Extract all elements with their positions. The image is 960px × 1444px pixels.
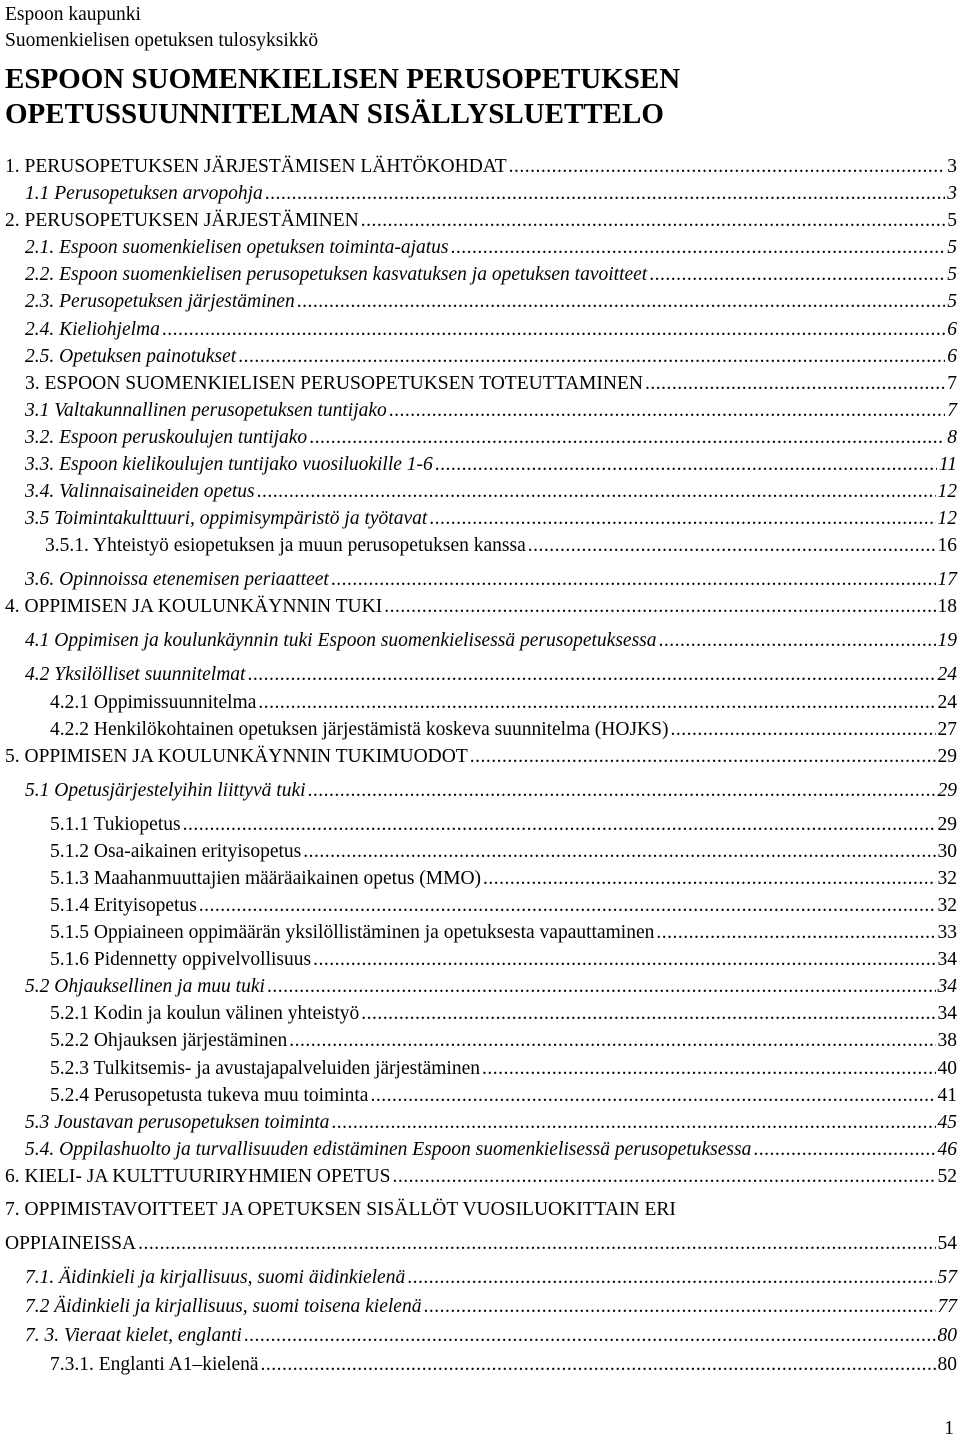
toc-entry-label: 5.2.4 Perusopetusta tukeva muu toiminta (50, 1084, 369, 1106)
toc-entry (5, 373, 957, 400)
toc-entry-page: 3 (947, 183, 957, 205)
toc-entry-page: 12 (937, 508, 957, 530)
toc-leader-dots (423, 1296, 935, 1318)
toc-entry (5, 780, 957, 814)
toc-entry-label: 4. OPPIMISEN JA KOULUNKÄYNNIN TUKI (5, 596, 383, 618)
toc-entry-label: 2.5. Opetuksen painotukset (25, 345, 237, 367)
toc-leader-dots (429, 508, 935, 530)
toc-leader-dots (384, 596, 935, 618)
toc-entry-label: 4.2.1 Oppimissuunnitelma (50, 691, 257, 713)
toc-leader-dots (199, 895, 936, 917)
toc-entry-label: 5.1.4 Erityisopetus (50, 894, 197, 916)
toc-leader-dots (247, 664, 935, 686)
toc-entry-page: 57 (937, 1267, 957, 1288)
toc-entry-page: 34 (937, 1003, 957, 1025)
toc-entry-label: 4.2.2 Henkilökohtainen opetuksen järjestämistä koskeva suunnitelma (HOJKS) (50, 718, 669, 740)
toc-entry (5, 922, 957, 949)
toc-leader-dots (392, 1166, 935, 1188)
toc-entry (5, 1325, 957, 1354)
toc-leader-dots (183, 814, 936, 836)
toc-entry-label: 5.2.1 Kodin ja koulun välinen yhteistyö (50, 1003, 360, 1025)
toc-leader-dots (470, 746, 936, 768)
toc-entry-page: 30 (937, 840, 957, 862)
toc-entry (5, 1030, 957, 1057)
toc-entry (5, 1058, 957, 1085)
toc-entry-label: 3.2. Espoon peruskoulujen tuntijako (25, 426, 308, 448)
toc-entry-page: 41 (937, 1084, 957, 1106)
toc-entry (5, 1233, 957, 1267)
title-line-2: OPETUSSUUNNITELMAN SISÄLLYSLUETTELO (5, 98, 664, 130)
toc-entry-label: 7.3.1. Englanti A1–kielenä (50, 1354, 259, 1375)
toc-leader-dots (509, 156, 946, 178)
toc-entry-page: 7 (947, 372, 957, 394)
toc-entry (5, 264, 957, 291)
toc-entry-label: 3.4. Valinnaisaineiden opetus (25, 481, 255, 503)
toc-entry (5, 664, 957, 691)
toc-leader-dots (659, 630, 936, 652)
toc-leader-dots (331, 569, 936, 591)
toc-entry (5, 1267, 957, 1296)
toc-leader-dots (138, 1233, 935, 1255)
toc-entry-page: 12 (937, 481, 957, 503)
toc-entry-label: 2.4. Kieliohjelma (25, 318, 160, 340)
toc-leader-dots (370, 1085, 935, 1107)
toc-entry (5, 569, 957, 596)
toc-leader-dots (407, 1267, 935, 1289)
toc-entry-page: 3 (947, 156, 957, 177)
toc-leader-dots (389, 400, 945, 422)
toc-entry (5, 1296, 957, 1325)
toc-entry-label: 2.3. Perusopetuksen järjestäminen (25, 291, 295, 313)
toc-entry-page: 8 (947, 426, 957, 448)
toc-entry-label: 7.2 Äidinkieli ja kirjallisuus, suomi toisena kielenä (25, 1296, 422, 1317)
table-of-contents (5, 156, 957, 1383)
toc-entry-label: 5.4. Oppilashuolto ja turvallisuuden edistäminen Espoon suomenkielisessä perusopetuksessa (25, 1138, 752, 1160)
title-line-1: ESPOON SUOMENKIELISEN PERUSOPETUKSEN (5, 63, 681, 95)
toc-entry (5, 1112, 957, 1139)
toc-leader-dots (656, 922, 935, 944)
toc-entry (5, 400, 957, 427)
toc-entry (5, 746, 957, 780)
toc-entry-page: 11 (938, 454, 957, 476)
toc-entry (5, 454, 957, 481)
toc-entry (5, 976, 957, 1003)
toc-leader-dots (361, 210, 946, 232)
toc-entry-label: 5.2 Ohjauksellinen ja muu tuki (25, 976, 265, 998)
unit-name: Suomenkielisen opetuksen tulosyksikkö (5, 30, 319, 51)
toc-entry-label: 4.1 Oppimisen ja koulunkäynnin tuki Espoon suomenkielisessä perusopetuksessa (25, 630, 657, 652)
toc-entry (5, 427, 957, 454)
toc-entry (5, 630, 957, 664)
toc-entry (5, 841, 957, 868)
toc-leader-dots (482, 1058, 935, 1080)
toc-entry-page: 17 (937, 569, 957, 591)
toc-entry-label: 2.1. Espoon suomenkielisen opetuksen toiminta-ajatus (25, 237, 449, 259)
toc-entry (5, 719, 957, 746)
toc-entry (5, 949, 957, 976)
toc-entry (5, 1003, 957, 1030)
toc-entry-label: 2. PERUSOPETUKSEN JÄRJESTÄMINEN (5, 210, 359, 232)
toc-entry-page: 24 (937, 691, 957, 713)
toc-leader-dots (303, 841, 935, 863)
toc-entry-page: 54 (937, 1233, 957, 1254)
toc-leader-dots (331, 1112, 935, 1134)
toc-leader-dots (257, 481, 936, 503)
toc-entry (5, 183, 957, 210)
toc-entry (5, 895, 957, 922)
toc-leader-dots (528, 535, 936, 557)
toc-entry (5, 237, 957, 264)
toc-entry-label: 5.1 Opetusjärjestelyihin liittyvä tuki (25, 779, 306, 801)
toc-entry-page: 5 (947, 291, 957, 313)
page-number: 1 (944, 1418, 954, 1439)
toc-entry (5, 481, 957, 508)
toc-entry-label: 1.1 Perusopetuksen arvopohja (25, 183, 263, 205)
toc-entry-page: 5 (947, 264, 957, 286)
toc-entry-page: 18 (937, 596, 957, 618)
toc-entry (5, 346, 957, 373)
toc-leader-dots (649, 264, 945, 286)
toc-entry-label: OPPIAINEISSA (5, 1233, 137, 1254)
toc-entry-page: 29 (937, 813, 957, 835)
toc-entry (5, 1354, 957, 1383)
toc-entry-page: 5 (947, 210, 957, 232)
toc-entry-label: 3. ESPOON SUOMENKIELISEN PERUSOPETUKSEN TOTEUTTAMINEN (25, 372, 643, 394)
toc-entry-label: 4.2 Yksilölliset suunnitelmat (25, 664, 246, 686)
toc-entry-label: 7.1. Äidinkieli ja kirjallisuus, suomi äidinkielenä (25, 1267, 406, 1288)
toc-entry-page: 6 (947, 318, 957, 340)
document-header (5, 2, 318, 54)
toc-entry-label: 5.2.3 Tulkitsemis- ja avustajapalveluiden järjestäminen (50, 1057, 481, 1079)
toc-entry-page: 24 (937, 664, 957, 686)
toc-entry-page: 77 (937, 1296, 957, 1317)
toc-entry-page: 40 (937, 1057, 957, 1079)
toc-entry-page: 38 (937, 1030, 957, 1052)
toc-entry-page: 46 (937, 1138, 957, 1160)
toc-entry-label: 5.2.2 Ohjauksen järjestäminen (50, 1030, 288, 1052)
toc-leader-dots (261, 1354, 936, 1376)
toc-entry (5, 210, 957, 237)
toc-entry-page: 16 (937, 535, 957, 557)
toc-leader-dots (297, 291, 946, 313)
toc-entry-label: 3.1 Valtakunnallinen perusopetuksen tuntijako (25, 399, 387, 421)
toc-entry (5, 692, 957, 719)
toc-entry-label: 5.3 Joustavan perusopetuksen toiminta (25, 1111, 330, 1133)
toc-entry-page: 7 (947, 399, 957, 421)
toc-entry-label: 3.6. Opinnoissa etenemisen periaatteet (25, 569, 329, 591)
toc-entry-label: 3.3. Espoon kielikoulujen tuntijako vuosiluokille 1-6 (25, 454, 433, 476)
toc-entry-label: 5.1.3 Maahanmuuttajien määräaikainen opetus (MMO) (50, 867, 482, 889)
toc-leader-dots (267, 976, 936, 998)
toc-leader-dots (244, 1325, 936, 1347)
toc-leader-dots (313, 949, 935, 971)
toc-leader-dots (483, 868, 935, 890)
toc-entry-label: 7. 3. Vieraat kielet, englanti (25, 1325, 242, 1346)
toc-entry-line-1: 7. OPPIMISTAVOITTEET JA OPETUKSEN SISÄLLÖT VUOSILUOKITTAIN ERI (5, 1199, 676, 1220)
toc-entry-page: 52 (937, 1165, 957, 1187)
toc-entry (5, 1085, 957, 1112)
toc-entry-label: 5.1.2 Osa-aikainen erityisopetus (50, 840, 302, 862)
toc-leader-dots (670, 719, 935, 741)
toc-leader-dots (265, 183, 945, 205)
toc-entry-page: 5 (947, 237, 957, 259)
toc-leader-dots (238, 346, 945, 368)
toc-entry (5, 814, 957, 841)
toc-entry-label: 1. PERUSOPETUKSEN JÄRJESTÄMISEN LÄHTÖKOHDAT (5, 156, 507, 177)
toc-entry (5, 319, 957, 346)
toc-entry-label: 2.2. Espoon suomenkielisen perusopetuksen kasvatuksen ja opetuksen tavoitteet (25, 264, 648, 286)
toc-entry (5, 1139, 957, 1166)
toc-entry-page: 32 (937, 867, 957, 889)
toc-entry-label: 6. KIELI- JA KULTTUURIRYHMIEN OPETUS (5, 1165, 391, 1187)
toc-leader-dots (289, 1030, 935, 1052)
toc-entry-label: 5.1.1 Tukiopetus (50, 813, 181, 835)
toc-entry (5, 156, 957, 183)
toc-leader-dots (645, 373, 945, 395)
toc-entry-page: 45 (937, 1111, 957, 1133)
toc-leader-dots (451, 237, 946, 259)
toc-entry-label: 5.1.5 Oppiaineen oppimäärän yksilöllistäminen ja opetuksesta vapauttaminen (50, 922, 655, 944)
toc-entry (5, 596, 957, 630)
toc-entry-page: 19 (937, 630, 957, 652)
toc-entry (5, 508, 957, 535)
toc-entry-page: 32 (937, 894, 957, 916)
toc-entry-page: 80 (937, 1354, 957, 1375)
toc-entry (5, 868, 957, 895)
toc-entry (5, 1166, 957, 1193)
toc-leader-dots (308, 780, 936, 802)
toc-entry (5, 291, 957, 318)
toc-entry-page: 27 (937, 718, 957, 740)
toc-leader-dots (258, 692, 935, 714)
toc-leader-dots (162, 319, 945, 341)
toc-leader-dots (435, 454, 937, 476)
toc-entry-label: 3.5 Toimintakulttuuri, oppimisympäristö ja työtavat (25, 508, 428, 530)
toc-entry-page: 34 (937, 949, 957, 971)
toc-entry-label: 5.1.6 Pidennetty oppivelvollisuus (50, 949, 312, 971)
toc-entry-label: 3.5.1. Yhteistyö esiopetuksen ja muun perusopetuksen kanssa (45, 535, 526, 557)
toc-entry-page: 34 (937, 976, 957, 998)
toc-entry-page: 29 (937, 745, 957, 767)
toc-entry-label: 5. OPPIMISEN JA KOULUNKÄYNNIN TUKIMUODOT (5, 745, 468, 767)
toc-leader-dots (361, 1003, 935, 1025)
toc-leader-dots (753, 1139, 935, 1161)
document-title (5, 62, 680, 132)
organization-name: Espoon kaupunki (5, 4, 141, 25)
toc-leader-dots (309, 427, 945, 449)
toc-entry-page: 80 (937, 1325, 957, 1346)
toc-entry-page: 33 (937, 922, 957, 944)
toc-entry-page: 6 (947, 345, 957, 367)
toc-entry (5, 535, 957, 569)
toc-entry-page: 29 (937, 779, 957, 801)
